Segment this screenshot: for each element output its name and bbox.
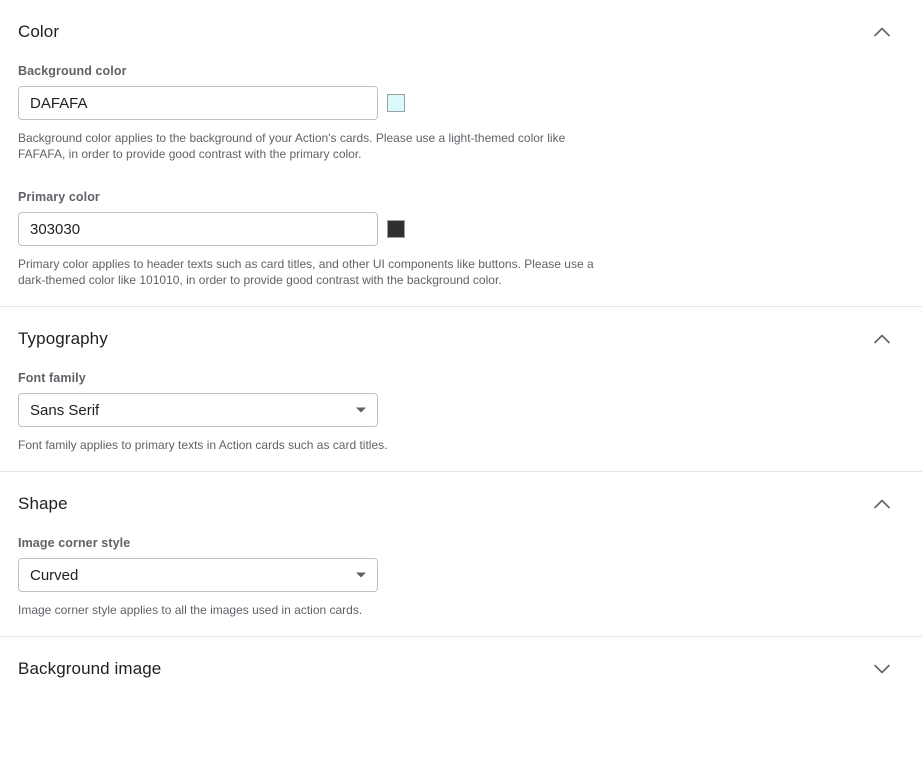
primary-color-input[interactable] [18,212,378,246]
chevron-up-icon[interactable] [870,20,894,44]
section-typography-header[interactable] [18,307,904,371]
primary-color-help: Primary color applies to header texts such as card titles, and other UI components like buttons. Please use a dark-themed color like 101010, in order to provide good contrast with the background color. [18,257,594,287]
field-font-family [18,371,904,471]
font-family-selected-value: Sans Serif [30,401,100,419]
section-color-title: Color [18,22,60,41]
section-shape-header[interactable] [18,472,904,536]
section-color [0,0,922,307]
chevron-up-icon[interactable] [870,492,894,516]
primary-color-input-row [18,212,904,246]
font-family-select-wrap [18,393,378,427]
background-color-label: Background color [18,64,127,78]
field-background-color [18,64,904,164]
background-color-help: Background color applies to the background of your Action's cards. Please use a light-themed color like FAFAFA, in order to provide good contrast with the primary color. [18,131,566,161]
image-corner-style-help: Image corner style applies to all the images used in action cards. [18,603,363,617]
section-background-image-title: Background image [18,659,162,678]
background-color-input[interactable] [18,86,378,120]
section-background-image [0,637,922,701]
section-typography [0,307,922,472]
image-corner-style-selected-value: Curved [30,566,79,584]
background-color-input-row [18,86,904,120]
section-color-header[interactable] [18,0,904,64]
primary-color-label: Primary color [18,190,100,204]
background-color-swatch[interactable] [387,94,405,112]
font-family-select[interactable] [18,393,378,427]
image-corner-style-select[interactable] [18,558,378,592]
primary-color-swatch[interactable] [387,220,405,238]
chevron-down-icon[interactable] [870,657,894,681]
section-background-image-header[interactable] [18,637,904,701]
field-primary-color [18,190,904,306]
field-image-corner-style [18,536,904,636]
image-corner-style-select-wrap [18,558,378,592]
section-shape-title: Shape [18,494,68,513]
chevron-up-icon[interactable] [870,327,894,351]
font-family-label: Font family [18,371,86,385]
image-corner-style-label: Image corner style [18,536,131,550]
section-shape [0,472,922,637]
font-family-help: Font family applies to primary texts in Action cards such as card titles. [18,438,388,452]
section-typography-title: Typography [18,329,108,348]
